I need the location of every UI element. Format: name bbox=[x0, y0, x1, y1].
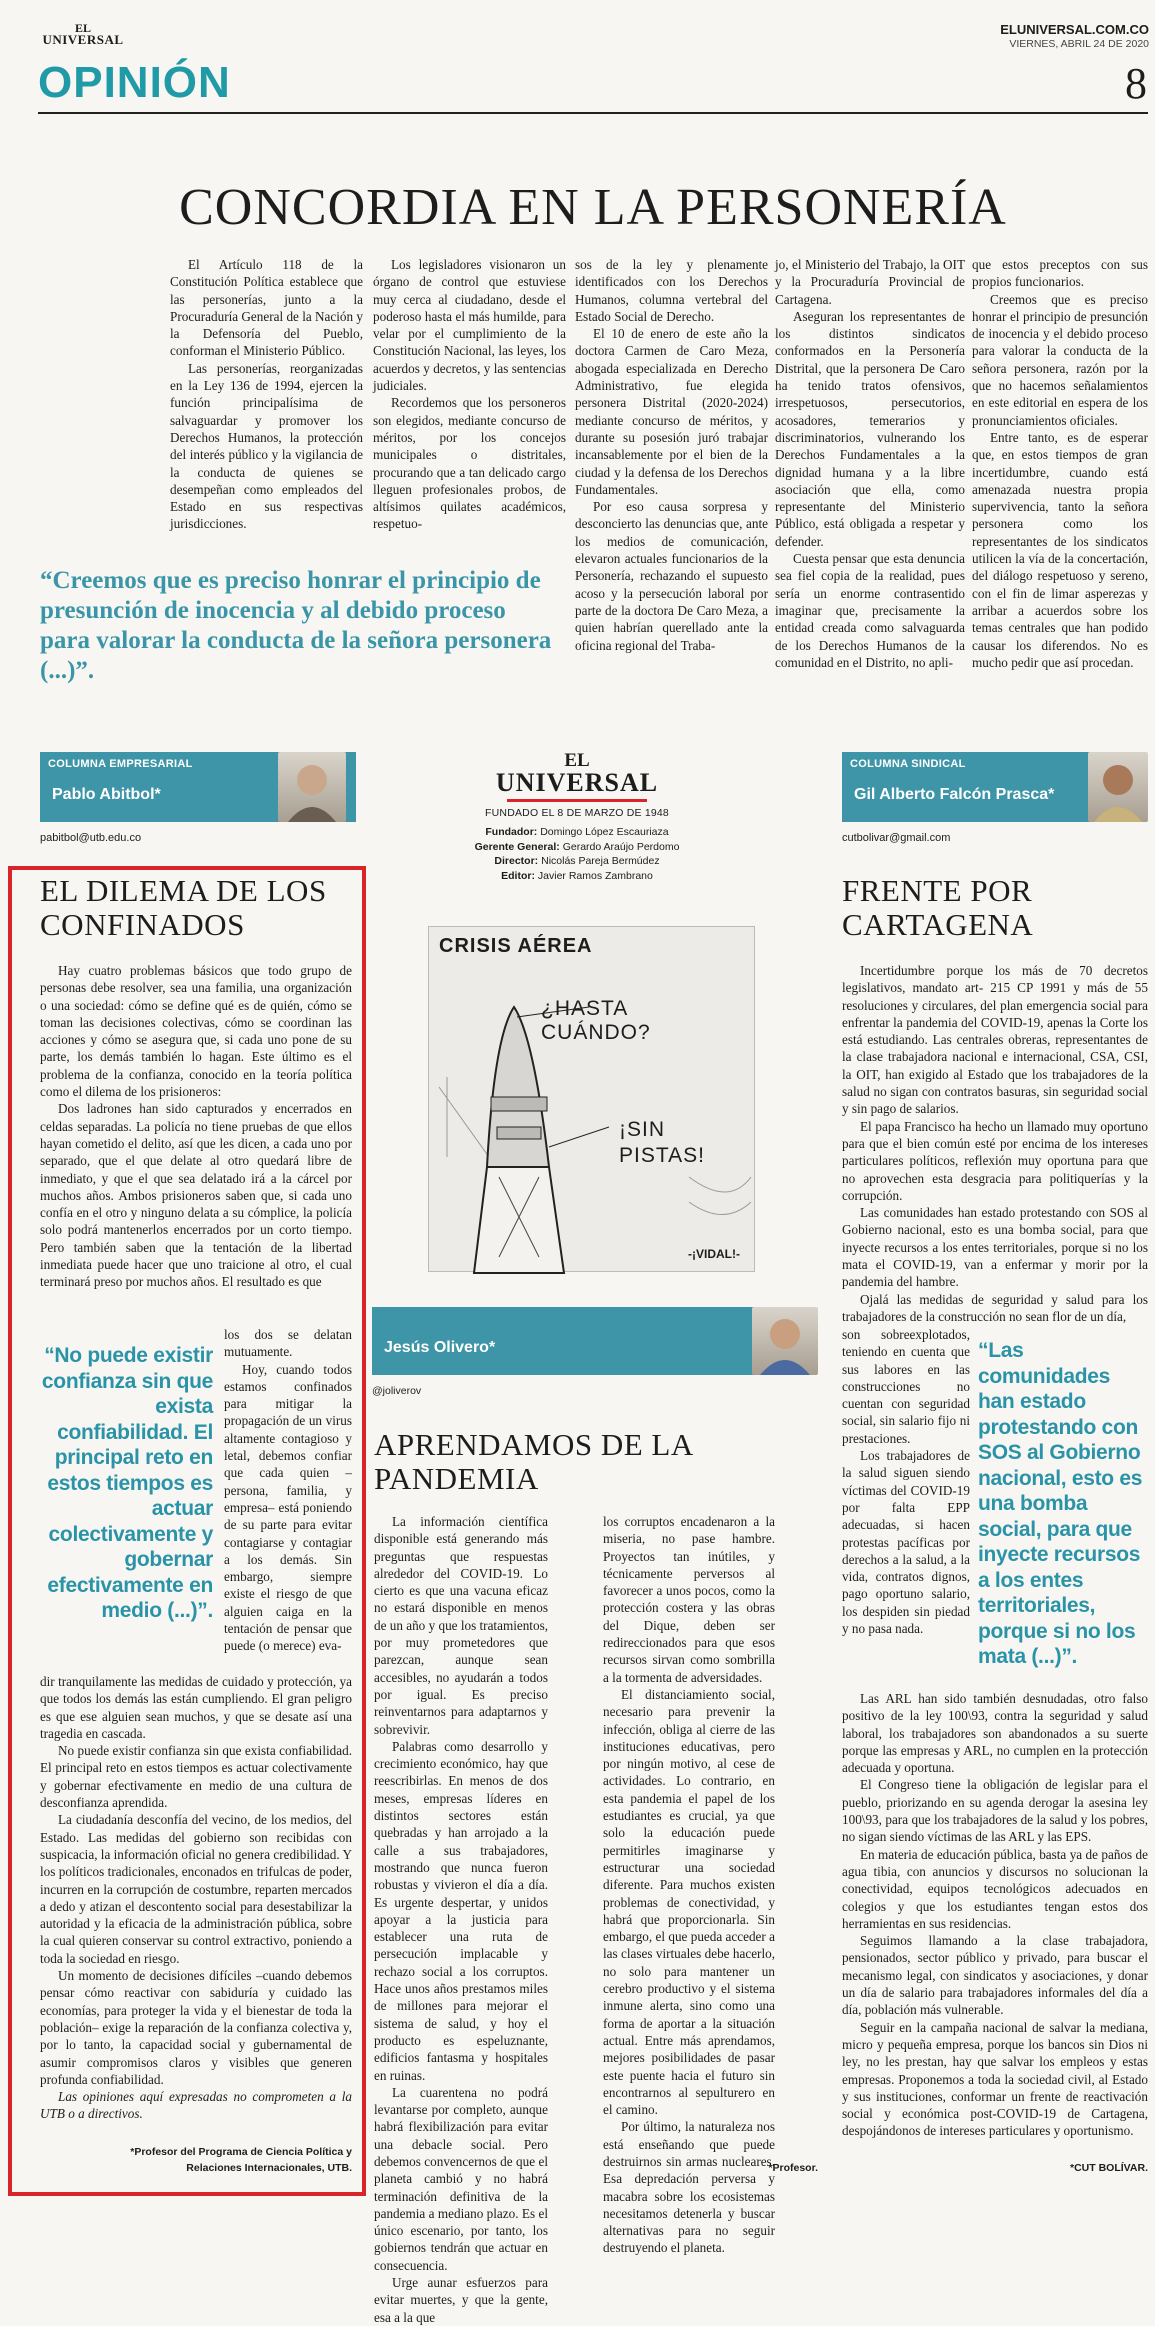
paragraph: Los trabajadores de la salud siguen siendo víctimas del COVID-19 por falta EPP adecuadas, si hacen protestas pacíficas por derechos a la salud, a la vida, contratos dignos, pago oportuno salario, los despiden sin piedad y no pasa nada. bbox=[842, 1448, 970, 1637]
paragraph: El Artículo 118 de la Constitución Política establece que las personerías, junto a la Procuraduría General de la Nación y la Defensoría del Pueblo, conforman el Ministerio Público. bbox=[170, 257, 363, 359]
paragraph: El Congreso tiene la obligación de legislar para el pueblo, priorizando en su agenda derogar la asesina ley 100\93, para que los trabajadores de la salud y los pobres, no sigan siendo víctimas de las ARL y las EPS. bbox=[842, 1777, 1148, 1845]
author-handle[interactable]: @joliverov bbox=[372, 1385, 422, 1397]
paragraph: que estos preceptos con sus propios funcionarios. bbox=[972, 257, 1148, 290]
paragraph: El papa Francisco ha hecho un llamado muy oportuno para que el bien común esté por encima de los intereses particulares políticos, reflexión muy oportuna para que no aprovechen esta desgracia para politiquerías y la corrupción. bbox=[842, 1118, 1148, 1203]
paragraph: Palabras como desarrollo y crecimiento económico, hay que reescribirlas. En menos de dos meses, empresas líderes en distintos sectores están quebradas y han arrojado a la calle a sus trabajadores, mostrando que nunca fueron robustas y vivieron el día a día. Es urgente despertar, y unidos apoyar a la justicia para establecer una ruta de persecución implacable y rechazo social a los corruptos. Hace unos años prestamos miles de millones para mejorar el sistema de salud, y hoy el producto es espeluznante, edificios fantasma y hospitales en ruinas. bbox=[374, 1738, 548, 2083]
disclaimer: Las opiniones aquí expresadas no comprometen a la UTB o a directivos. bbox=[40, 2089, 352, 2122]
column-tag: COLUMNA EMPRESARIAL bbox=[48, 758, 193, 770]
paragraph: No puede existir confianza sin que exista confiabilidad. El principal reto en estos tiempos es actuar colectivamente y gobernar efectivamente en medio de una cultura de desconfianza aprendida. bbox=[40, 1743, 352, 1811]
paragraph: Las comunidades han estado protestando con SOS al Gobierno nacional, esto es una bomba social, para que inyecte recursos a los entes territoriales, porque si no los mata el COVID-19, van a enfermar y morir por la pandemia del hambre. bbox=[842, 1205, 1148, 1290]
right-footnote: *CUT BOLÍVAR. bbox=[1070, 2162, 1148, 2174]
paragraph: sos de la ley y plenamente identificados con los Derechos Humanos, columna vertebral del Estado Social de Derecho. bbox=[575, 257, 768, 324]
left-body-bottom bbox=[40, 1673, 352, 2123]
paragraph: los corruptos encadenaron a la miseria, no pase hambre. Proyectos tan inútiles, y técnicamente perversos al favorecer a unos pocos, como la protección costera y las obras del Dique, deben ser redireccionados para que esos recursos sirvan como sombrilla a la tormenta de adversidades. bbox=[603, 1514, 775, 1685]
masthead-logo-bottom: UNIVERSAL bbox=[495, 768, 659, 797]
left-body-side bbox=[224, 1326, 352, 1655]
center-col-2 bbox=[603, 1513, 775, 2257]
center-article-title: APRENDAMOS DE LA PANDEMIA bbox=[374, 1427, 693, 1496]
left-body-top bbox=[40, 962, 352, 1291]
left-article-title: EL DILEMA DE LOS CONFINADOS bbox=[40, 873, 327, 942]
cartoon-bubble-2: ¡SIN PISTAS! bbox=[619, 1118, 705, 1167]
staff-line: Director: Nicolás Pareja Bermúdez bbox=[494, 855, 660, 867]
staff-line: Gerente General: Gerardo Araújo Perdomo bbox=[474, 840, 680, 853]
paragraph: Hay cuatro problemas básicos que todo grupo de personas debe resolver, sea una familia, una organización o una sociedad: cómo se define qué es de quién, cómo se toman las decisiones colectivas, cómo se coordinan las acciones y cómo se asegura que, si cada uno pone de su parte, los demás también lo hagan. Este último es el problema de la confianza, conocido en la teoría política como el dilema de los prisioneros: bbox=[40, 963, 352, 1100]
editorial-col-4 bbox=[775, 256, 965, 671]
cartoon-drawing bbox=[429, 927, 756, 1273]
paragraph: En materia de educación pública, basta ya de paños de agua tibia, con anuncios y discursos no solucionan la conectividad, equipos tecnológicos adecuados en colegios y que los estudiantes tengan estos dos herramientas en sus residencias. bbox=[842, 1846, 1148, 1931]
editorial-col-2 bbox=[373, 256, 566, 533]
header-logo-top: EL bbox=[74, 21, 91, 35]
masthead-rule bbox=[507, 799, 647, 802]
cartoon-bubble-1: ¿HASTA CUÁNDO? bbox=[541, 997, 651, 1044]
paragraph: son sobreexplotados, teniendo en cuenta que sus labores en las construcciones no cuentan con seguridad social, sin salario fijo ni prestaciones. bbox=[842, 1327, 970, 1446]
editorial-title: CONCORDIA EN LA PERSONERÍA bbox=[179, 179, 1007, 236]
masthead bbox=[372, 752, 782, 883]
cartoon-title: CRISIS AÉREA bbox=[439, 935, 593, 957]
paragraph: Por eso causa sorpresa y desconcierto las denuncias que, ante los medios de comunicación, elevaron actuales funcionarios de la Personería, rechazando el supuesto acoso y la persecución laboral por parte de la doctora De Caro Meza, a quien habrían querellado ante la oficina regional del Traba- bbox=[575, 499, 768, 653]
header-logo bbox=[38, 22, 128, 46]
author-email[interactable]: cutbolivar@gmail.com bbox=[842, 832, 951, 844]
paragraph: jo, el Ministerio del Trabajo, la OIT y la Procuraduría Provincial de Cartagena. bbox=[775, 257, 965, 307]
center-footnote: *Profesor. bbox=[768, 2162, 818, 2174]
author-photo bbox=[278, 752, 346, 822]
header-rule bbox=[38, 112, 1148, 114]
paragraph: Creemos que es preciso honrar el principio de presunción de inocencia y el debido proceso para valorar la conducta de la señora personera, razón por la que no hacemos señalamientos en este editorial en espera de los pronunciamientos oficiales. bbox=[972, 291, 1148, 428]
paragraph: Por último, la naturaleza nos está enseñando que puede destruirnos sin armas nucleares. Esa depredación perversa y macabra sobre los ecosistemas necesitamos detenerla y buscar alternativas para no seguir destruyendo el planeta. bbox=[603, 2119, 775, 2256]
column-tag: COLUMNA SINDICAL bbox=[850, 758, 966, 770]
left-pull-quote: “No puede existir confianza sin que exista confiabilidad. El principal reto en estos tiempos es actuar colectivamente y gobernar efectivamente en medio (...)”. bbox=[41, 1344, 213, 1622]
page-number: 8 bbox=[1125, 59, 1147, 108]
paragraph: Los legisladores visionaron un órgano de control que estuviese muy cerca al ciudadano, desde el poderoso hasta el más humilde, para velar por el cumplimiento de la Constitución Nacional, las leyes, los acuerdos y decretos, y las sentencias judiciales. bbox=[373, 257, 566, 394]
center-col-1 bbox=[374, 1513, 548, 2326]
paragraph: El 10 de enero de este año la doctora Carmen de Caro Meza, abogada especializada en Derecho Administrativo, fue elegida personera Distrital (2020-2024) mediante concurso de méritos, y durante su posesión juró trabajar incansablemente por el bien de la ciudad y la defensa de los Derechos Fundamentales. bbox=[575, 326, 768, 497]
paragraph: Hoy, cuando todos estamos confinados para mitigar la propagación de un virus altamente contagioso y letal, debemos confiar que cada quien –persona, familia, y empresa– está poniendo de su parte para evitar contagiarse y contagiar a los demás. Sin embargo, siempre existe el riesgo de que alguien caiga en la tentación de pensar que puede (o merece) eva- bbox=[224, 1361, 352, 1654]
header-logo-bottom: UNIVERSAL bbox=[42, 32, 124, 47]
paragraph: Entre tanto, es de esperar que, en estos tiempos de gran incertidumbre, cuando está amenazada nuestra propia supervivencia, tanto la señora personera como los representantes de los sindicatos utilicen la vía de la concertación, del diálogo respetuoso y sereno, con el fin de limar asperezas y arribar a acuerdos sobre los temas centrales que han podido causar los diferendos. No es mucho pedir que así procedan. bbox=[972, 429, 1148, 670]
author-email[interactable]: pabitbol@utb.edu.co bbox=[40, 832, 142, 844]
paragraph: Seguir en la campaña nacional de salvar la mediana, micro y pequeña empresa, porque los bancos sin Dios ni ley, no les prestan, hay que salvar los empleos y estas empresas. Proponemos a toda la sociedad civil, al Estado y sus instituciones, conformar un frente de reactivación social y económica post-COVID-19 de Cartagena, despojándonos de intereses particulares y oportunismo. bbox=[842, 2019, 1148, 2139]
author-name: Jesús Olivero* bbox=[384, 1339, 496, 1356]
editorial-col-3 bbox=[575, 256, 768, 654]
author-photo bbox=[1088, 752, 1148, 822]
paragraph: Seguimos llamando a la clase trabajadora, pensionados, sector público y privado, para buscar el mecanismo legal, con sindicatos y asociaciones, y donar un día de salario para trabajadores informales del día a día, población más vulnerable. bbox=[842, 1933, 1148, 2018]
editorial-col-1 bbox=[170, 256, 363, 533]
right-body-bottom bbox=[842, 1690, 1148, 2140]
staff-line: Fundador: Domingo López Escauriaza bbox=[485, 826, 669, 838]
editorial-col-5 bbox=[972, 256, 1148, 671]
masthead-logo-top: EL bbox=[564, 750, 590, 771]
paragraph: La cuarentena no podrá levantarse por completo, aunque habrá flexibilización para evitar una debacle social. Pero debemos convencernos de que el planeta cambió y no habrá terminación definitiva de la pandemia a mediano plazo. Es el único escenario, por tanto, los gobiernos tendrán que actuar en consecuencia. bbox=[374, 2084, 548, 2273]
paragraph: Un momento de decisiones difíciles –cuando debemos pensar cómo reactivar con sabiduría y cuidado las economías, para proteger la vida y el bienestar de toda la población– exige la reparación de la confianza colectiva y, por lo tanto, la capacidad social y gubernamental de asumir compromisos claros y visibles que generen profunda confiabilidad. bbox=[40, 1968, 352, 2087]
editorial-pull-quote: “Creemos que es preciso honrar el principio de presunción de inocencia y al debido proceso para valorar la conducta de la señora personera (...)”. bbox=[40, 567, 552, 684]
paragraph: Recordemos que los personeros son elegidos, mediante concurso de méritos, por los concejos municipales o distritales, procurando que a tan delicado cargo lleguen profesionales probos, de altísimos quilates académicos, respetuo- bbox=[373, 395, 566, 532]
site-url: ELUNIVERSAL.COM.CO bbox=[1000, 22, 1149, 37]
cartoon bbox=[428, 926, 755, 1272]
paragraph: Aseguran los representantes de los distintos sindicatos conformados en la Personería Distrital, que la personera De Caro ha tenido tratos ofensivos, irrespetuosos, persecutorios, acosadores, temerarios y discriminatorios, vulnerando los Derechos Fundamentales a la dignidad humana y a la libre asociación que ella, como representante del Ministerio Público, está obligada a respetar y defender. bbox=[775, 308, 965, 549]
author-name: Gil Alberto Falcón Prasca* bbox=[854, 786, 1055, 803]
paragraph: Las ARL han sido también desnudadas, otro falso positivo de la ley 100\93, contra la seguridad y salud laboral, los trabajadores son abandonados a su suerte porque las empresas y ARL, no cumplen en la protección adecuada y oportuna. bbox=[842, 1691, 1148, 1776]
paragraph: los dos se delatan mutuamente. bbox=[224, 1327, 352, 1360]
paragraph: La información científica disponible está generando más preguntas que respuestas alrededor del COVID-19. Lo cierto es que una vacuna eficaz no estará disponible en menos de un año y que los tratamientos, por muy prometedores que parezcan, aunque sean accesibles, no ayudarán a todos por igual. Es preciso reinventarnos para adaptarnos y sobrevivir. bbox=[374, 1514, 548, 1737]
paragraph: Urge aunar esfuerzos para evitar muertes, y que la gente, esa a la que bbox=[374, 2275, 548, 2325]
paragraph: Dos ladrones han sido capturados y encerrados en celdas separadas. La policía no tiene pruebas de que ellos hayan cometido el delito, así que les dicen, a cada uno por separado, que el que delate al otro quedará libre de inmediato, y que el que sea delatado irá a la cárcel por muchos años. Ambos prisioneros saben que, si cada uno confía en el otro y ninguno delata a su cómplice, la policía solo podrá mantenerlos encerrados por un corto tiempo. Pero también saben que la tentación de la libertad inmediata puede hacer que uno traicione al otro, el cual terminará preso por muchos años. El resultado es que bbox=[40, 1101, 352, 1290]
paragraph: La ciudadanía desconfía del vecino, de los medios, del Estado. Las medidas del gobierno son recibidas con suspicacia, la información oficial no genera credibilidad. Y los políticos tradicionales, enconados en trifulcas de poder, incurren en la corrupción de costumbre, reparten mercados a dedo y atizan el descontento social para desestabilizar la autoridad y la eficacia de la administración pública, sobre la cual quieren conservar su control extractivo, poniendo a toda la sociedad en riesgo. bbox=[40, 1812, 352, 1966]
section-title: OPINIÓN bbox=[38, 58, 231, 107]
masthead-founded: FUNDADO EL 8 DE MARZO DE 1948 bbox=[485, 807, 669, 819]
right-body-side bbox=[842, 1326, 970, 1637]
right-body-top bbox=[842, 962, 1148, 1325]
paragraph: Cuesta pensar que esta denuncia sea fiel copia de la realidad, pues sería un enorme contrasentido imaginar que, precisamente la entidad creada como salvaguarda de los Derechos Humanos de la comunidad en el Distrito, no apli- bbox=[775, 551, 965, 670]
right-author-bar bbox=[842, 752, 1092, 822]
author-photo bbox=[752, 1307, 818, 1375]
cartoon-signature: -¡VIDAL!- bbox=[688, 1247, 740, 1261]
paragraph: Las personerías, reorganizadas en la Ley 136 de 1994, ejercen la función principalísima de salvaguardar y promover los Derechos Humanos, la protección del interés público y la vigilancia de la conducta de quienes se desempeñan como empleados del Estado en sus respectivas jurisdicciones. bbox=[170, 360, 363, 532]
right-pull-quote: “Las comunidades han estado protestando con SOS al Gobierno nacional, esto es una bomba social, para que inyecte recursos a los entes territoriales, porque si no los mata (...)”. bbox=[978, 1339, 1143, 1668]
masthead-staff bbox=[372, 825, 782, 883]
left-footnote: *Profesor del Programa de Ciencia Política y Relaciones Internacionales, UTB. bbox=[130, 2146, 352, 2174]
staff-line: Editor: Javier Ramos Zambrano bbox=[501, 869, 653, 882]
center-author-bar bbox=[372, 1307, 760, 1375]
right-article-title: FRENTE POR CARTAGENA bbox=[842, 873, 1034, 942]
paragraph: El distanciamiento social, necesario para prevenir la infección, obliga al cierre de las instituciones educativas, pero por ningún motivo, al cese de actividades. Lo contrario, en esta pandemia el papel de los estudiantes es crucial, ya que solo la educación puede permitirles imaginarse y estructurar una sociedad diferente. Para muchos existen problemas de conectividad, y habrá que proporcionarla. Sin embargo, el que pueda acceder a las clases virtuales debe hacerlo, no solo para mantener un cerebro productivo y el sistema inmune alerta, sino como una forma de aportar a la situación actual. Entre más aprendamos, mejores posibilidades de pasar este puente hacia el futuro sin encontrarnos al sepulturero en el camino. bbox=[603, 1686, 775, 2118]
paragraph: dir tranquilamente las medidas de cuidado y protección, ya que todos los demás las están cumpliendo. El gran peligro es que ese alguien sean muchos, y que se desate así una tragedia en cascada. bbox=[40, 1674, 352, 1741]
paragraph: Ojalá las medidas de seguridad y salud para los trabajadores de la construcción no sean flor de un día, bbox=[842, 1291, 1148, 1324]
issue-date: VIERNES, ABRIL 24 DE 2020 bbox=[1009, 38, 1149, 50]
author-name: Pablo Abitbol* bbox=[52, 786, 161, 803]
paragraph: Incertidumbre porque los más de 70 decretos legislativos, mandato art- 215 CP 1991 y más de 55 resoluciones y circulares, del plan emergencia social para enfrentar la pandemia del COVID-19, apenas la Corte los está estudiando. Las centrales obreras, representantes de la clase trabajadora nacional e internacional, CSA, CSI, la OIT, han exigido al Estado que los trabajadores de la salud no sigan con contratos basuras, sin seguridad social y sin pago de salarios. bbox=[842, 963, 1148, 1117]
